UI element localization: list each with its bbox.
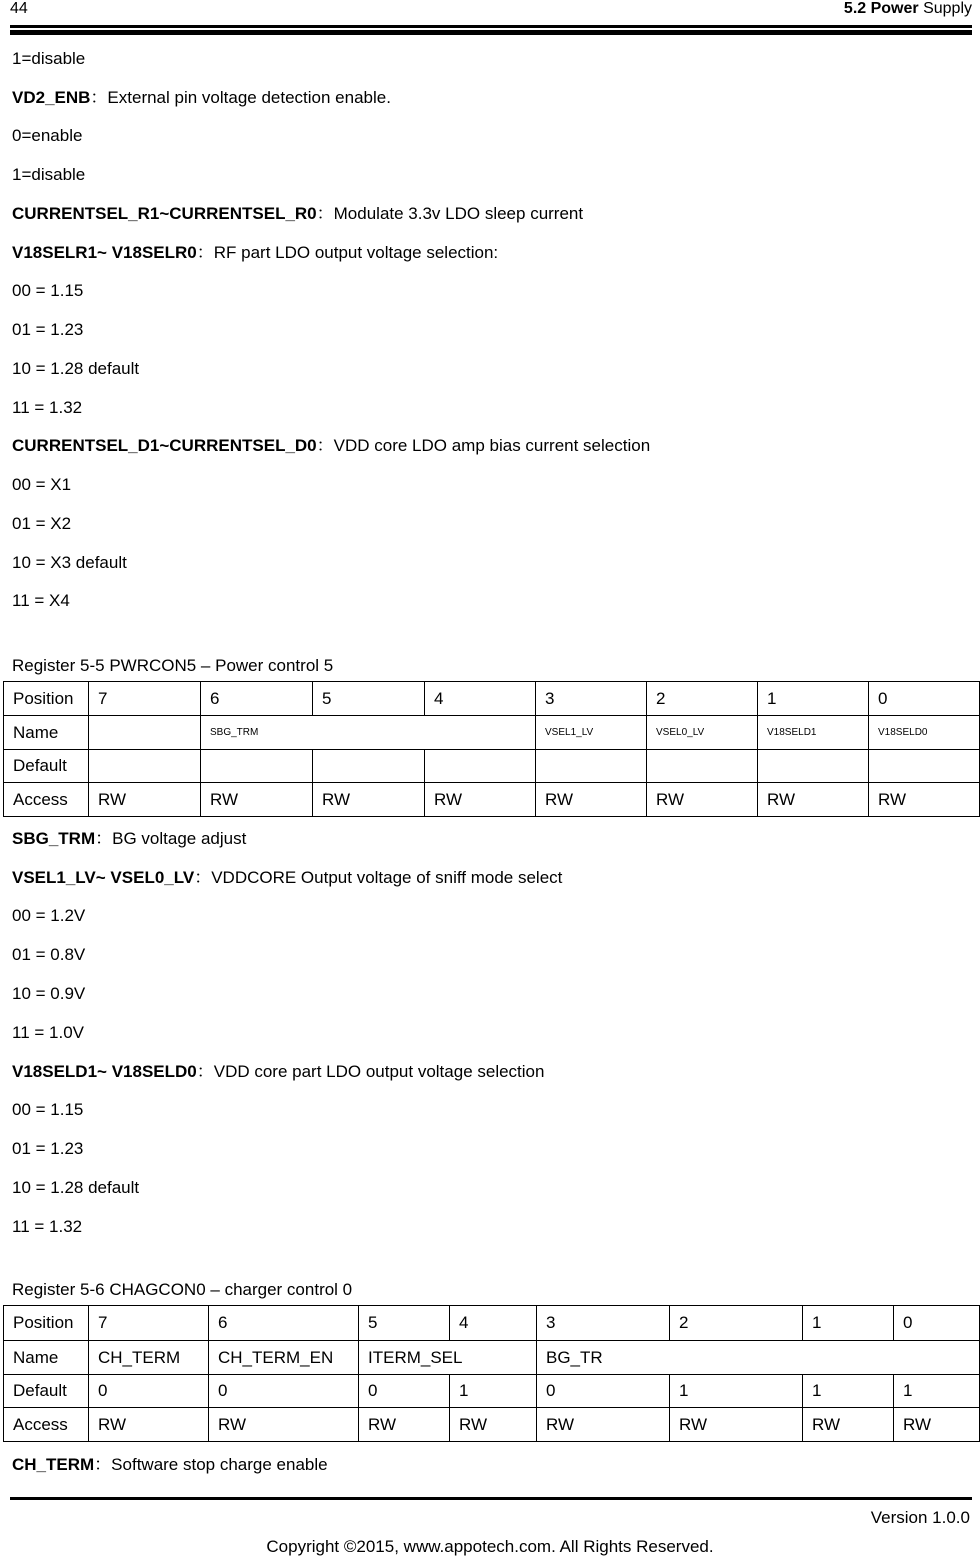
field-description: SBG_TRM：BG voltage adjust [12, 829, 247, 848]
page-number: 44 [10, 0, 28, 17]
text-line: 00 = X1 [12, 475, 72, 494]
position-row: Position 7 6 5 4 3 2 1 0 [4, 1306, 980, 1341]
access-row: Access RW RW RW RW RW RW RW RW [4, 1408, 980, 1442]
text-line: 01 = 1.23 [12, 1139, 84, 1158]
name-row: Name SBG_TRM VSEL1_LV VSEL0_LV V18SELD1 V18SELD0 [4, 716, 980, 750]
text-line: 1=disable [12, 165, 86, 184]
text-line: 00 = 1.15 [12, 281, 84, 300]
register-table-chagcon0 [3, 1305, 980, 1442]
header-rule-thick [10, 30, 972, 35]
text-line: 11 = X4 [12, 591, 70, 610]
header-rule-thin [10, 25, 972, 28]
text-line: 10 = X3 default [12, 553, 127, 572]
register-table-pwrcon5 [3, 681, 980, 817]
text-line: 01 = X2 [12, 514, 72, 533]
text-line: 11 = 1.32 [12, 398, 83, 417]
default-row: Default [4, 750, 980, 783]
text-line: 11 = 1.32 [12, 1217, 83, 1236]
footer-rule [10, 1497, 972, 1500]
name-row: Name CH_TERM CH_TERM_EN ITERM_SEL BG_TR [4, 1341, 980, 1375]
text-line: 10 = 1.28 default [12, 359, 140, 378]
field-description: VD2_ENB：External pin voltage detection enable. [12, 88, 391, 107]
text-line: 00 = 1.2V [12, 906, 86, 925]
text-line: 0=enable [12, 126, 83, 145]
access-row: Access RW RW RW RW RW RW RW RW [4, 783, 980, 817]
field-description: V18SELD1~ V18SELD0：VDD core part LDO output voltage selection [12, 1062, 545, 1081]
text-line: 00 = 1.15 [12, 1100, 84, 1119]
field-description: CURRENTSEL_R1~CURRENTSEL_R0：Modulate 3.3v LDO sleep current [12, 204, 584, 223]
section-title-bold: 5.2 Power [843, 0, 919, 17]
page-header [10, 0, 972, 22]
table-caption: Register 5-6 CHAGCON0 – charger control 0 [12, 1280, 353, 1299]
text-line: 01 = 1.23 [12, 320, 84, 339]
version-label: Version 1.0.0 [870, 1508, 970, 1527]
text-line: 1=disable [12, 49, 86, 68]
default-row: Default 0 0 0 1 0 1 1 1 [4, 1375, 980, 1408]
text-line: 10 = 1.28 default [12, 1178, 140, 1197]
section-title-rest: Supply [918, 0, 972, 17]
table-caption: Register 5-5 PWRCON5 – Power control 5 [12, 656, 334, 675]
field-description: V18SELR1~ V18SELR0：RF part LDO output voltage selection: [12, 243, 499, 262]
position-row: Position 7 6 5 4 3 2 1 0 [4, 682, 980, 716]
text-line: 01 = 0.8V [12, 945, 86, 964]
text-line: 10 = 0.9V [12, 984, 86, 1003]
field-description: VSEL1_LV~ VSEL0_LV：VDDCORE Output voltage of sniff mode select [12, 868, 563, 887]
field-description: CH_TERM：Software stop charge enable [12, 1455, 328, 1474]
copyright-text: Copyright ©2015, www.appotech.com. All Rights Reserved. [266, 1537, 714, 1556]
text-line: 11 = 1.0V [12, 1023, 84, 1042]
field-description: CURRENTSEL_D1~CURRENTSEL_D0：VDD core LDO amp bias current selection [12, 436, 651, 455]
section-title [844, 0, 972, 18]
